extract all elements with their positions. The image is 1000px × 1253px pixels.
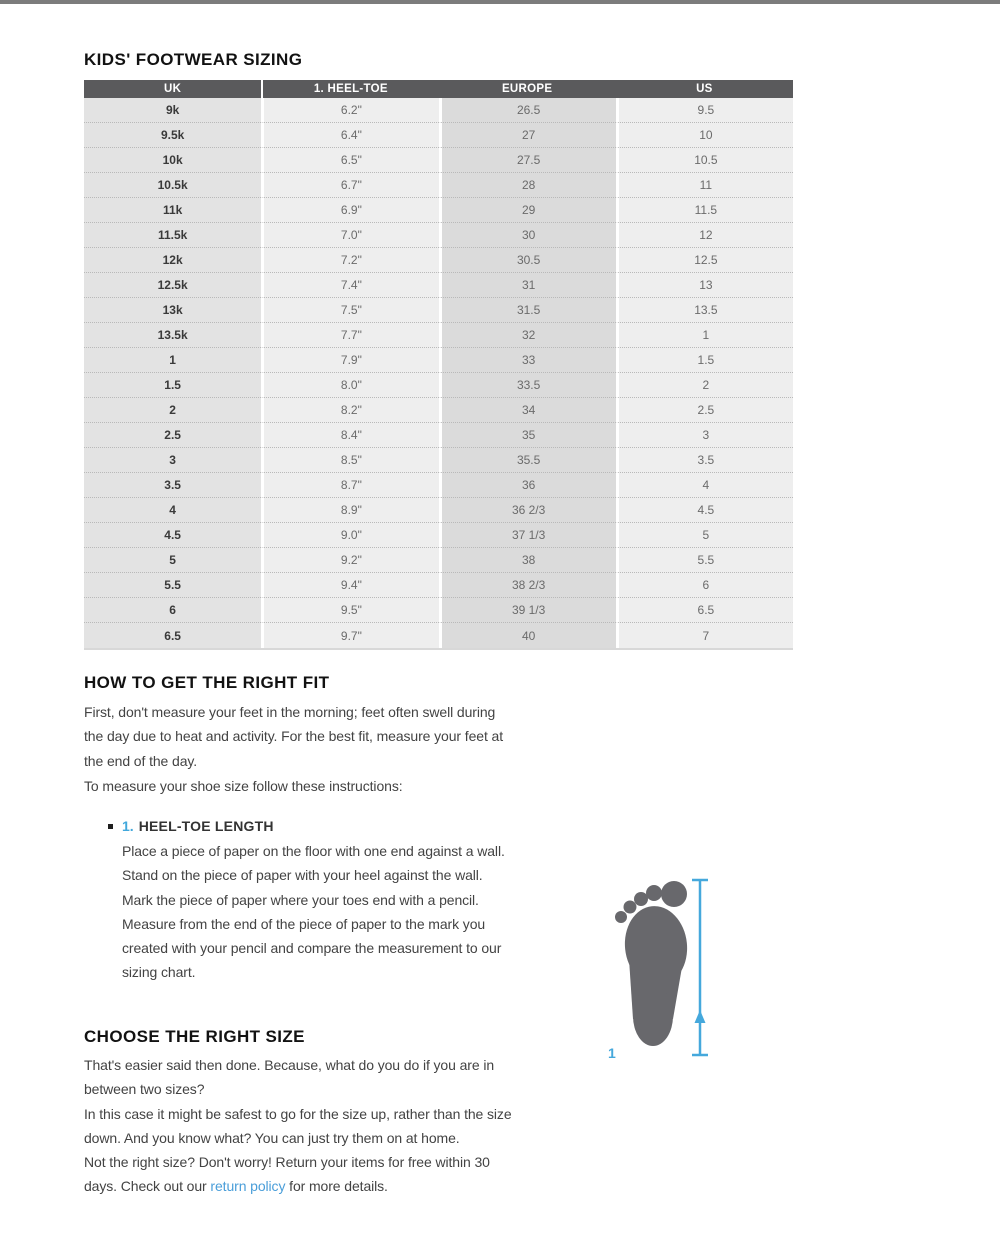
table-cell: 7.7" bbox=[261, 323, 438, 348]
table-cell: 8.5" bbox=[261, 448, 438, 473]
table-cell: 30 bbox=[439, 223, 616, 248]
text-line: the end of the day. bbox=[84, 752, 198, 769]
table-row bbox=[84, 623, 793, 648]
fit-intro-lines bbox=[84, 700, 503, 773]
column-header-uk: UK bbox=[84, 80, 261, 98]
table-cell: 1 bbox=[616, 323, 793, 348]
table-row bbox=[84, 148, 793, 173]
table-cell: 9k bbox=[84, 98, 261, 123]
table-cell: 9.5k bbox=[84, 123, 261, 148]
table-cell: 11.5 bbox=[616, 198, 793, 223]
table-cell: 36 bbox=[439, 473, 616, 498]
table-cell: 9.5 bbox=[616, 98, 793, 123]
table-cell: 7.4" bbox=[261, 273, 438, 298]
text-line: Stand on the piece of paper with your heel against the wall. bbox=[122, 867, 483, 884]
return-line-suffix: for more details. bbox=[285, 1178, 388, 1195]
table-cell: 36 2/3 bbox=[439, 498, 616, 523]
table-cell: 6 bbox=[616, 573, 793, 598]
text-line: In this case it might be safest to go for the size up, rather than the size bbox=[84, 1105, 512, 1122]
table-cell: 10.5 bbox=[616, 148, 793, 173]
table-cell: 13.5k bbox=[84, 323, 261, 348]
table-cell: 33.5 bbox=[439, 373, 616, 398]
table-cell: 10 bbox=[616, 123, 793, 148]
measurement-label-1: 1 bbox=[608, 1045, 616, 1061]
table-cell: 7.5" bbox=[261, 298, 438, 323]
table-cell: 4.5 bbox=[84, 523, 261, 548]
bullet-icon bbox=[108, 824, 113, 829]
table-cell: 33 bbox=[439, 348, 616, 373]
table-row bbox=[84, 448, 793, 473]
text-line: Place a piece of paper on the floor with one end against a wall. bbox=[122, 843, 505, 859]
table-cell: 27.5 bbox=[439, 148, 616, 173]
foot-measurement-illustration bbox=[600, 872, 710, 1062]
table-row bbox=[84, 473, 793, 498]
table-cell: 6.9" bbox=[261, 198, 438, 223]
table-cell: 7.0" bbox=[261, 223, 438, 248]
table-row bbox=[84, 198, 793, 223]
text-line: Mark the piece of paper where your toes end with a pencil. bbox=[122, 891, 479, 908]
table-row bbox=[84, 573, 793, 598]
table-cell: 9.7" bbox=[261, 623, 438, 648]
table-cell: 35 bbox=[439, 423, 616, 448]
table-row bbox=[84, 98, 793, 123]
table-row bbox=[84, 323, 793, 348]
table-cell: 5 bbox=[84, 548, 261, 573]
step-title: HEEL-TOE LENGTH bbox=[138, 818, 274, 834]
table-cell: 4 bbox=[616, 473, 793, 498]
table-row bbox=[84, 223, 793, 248]
table-cell: 11 bbox=[616, 173, 793, 198]
table-cell: 4 bbox=[84, 498, 261, 523]
table-cell: 30.5 bbox=[439, 248, 616, 273]
table-row bbox=[84, 173, 793, 198]
table-row bbox=[84, 298, 793, 323]
table-row bbox=[84, 348, 793, 373]
table-cell: 9.2" bbox=[261, 548, 438, 573]
text-line: Measure from the end of the piece of paper to the mark you bbox=[122, 915, 486, 932]
table-cell: 4.5 bbox=[616, 498, 793, 523]
table-cell: 6.2" bbox=[261, 98, 438, 123]
step-instructions bbox=[122, 839, 505, 985]
table-row bbox=[84, 373, 793, 398]
table-cell: 5 bbox=[616, 523, 793, 548]
table-cell: 1 bbox=[84, 348, 261, 373]
return-line-prefix: days. Check out our bbox=[84, 1178, 211, 1195]
table-cell: 8.4" bbox=[261, 423, 438, 448]
table-cell: 5.5 bbox=[616, 548, 793, 573]
size-table-header-row bbox=[84, 80, 793, 98]
table-cell: 3 bbox=[84, 448, 261, 473]
table-row bbox=[84, 598, 793, 623]
table-cell: 9.5" bbox=[261, 598, 438, 623]
table-cell: 9.0" bbox=[261, 523, 438, 548]
table-cell: 2 bbox=[616, 373, 793, 398]
table-cell: 13.5 bbox=[616, 298, 793, 323]
table-cell: 32 bbox=[439, 323, 616, 348]
table-cell: 1.5 bbox=[616, 348, 793, 373]
page-title: KIDS' FOOTWEAR SIZING bbox=[84, 50, 303, 69]
table-row bbox=[84, 498, 793, 523]
table-cell: 8.2" bbox=[261, 398, 438, 423]
table-cell: 2 bbox=[84, 398, 261, 423]
arrowhead-up-icon bbox=[695, 1010, 706, 1023]
fit-intro-paragraph bbox=[84, 700, 503, 798]
table-cell: 8.7" bbox=[261, 473, 438, 498]
text-line: down. And you know what? You can just try them on at home. bbox=[84, 1129, 460, 1146]
choose-paragraph bbox=[84, 1053, 512, 1199]
text-line: sizing chart. bbox=[122, 964, 196, 981]
table-cell: 31 bbox=[439, 273, 616, 298]
size-conversion-table bbox=[84, 80, 793, 650]
heel-toe-step bbox=[108, 818, 505, 985]
table-row bbox=[84, 548, 793, 573]
table-cell: 11.5k bbox=[84, 223, 261, 248]
column-header-heel-toe: 1. HEEL-TOE bbox=[261, 80, 438, 98]
choose-lines bbox=[84, 1053, 512, 1174]
table-cell: 2.5 bbox=[84, 423, 261, 448]
table-cell: 7 bbox=[616, 623, 793, 648]
text-line: First, don't measure your feet in the morning; feet often swell during bbox=[84, 704, 496, 720]
table-cell: 7.9" bbox=[261, 348, 438, 373]
table-cell: 1.5 bbox=[84, 373, 261, 398]
foot-diagram-icon bbox=[600, 872, 710, 1062]
instruction-line: To measure your shoe size follow these instructions: bbox=[84, 777, 403, 794]
table-cell: 31.5 bbox=[439, 298, 616, 323]
table-cell: 12k bbox=[84, 248, 261, 273]
table-cell: 12.5 bbox=[616, 248, 793, 273]
table-cell: 13k bbox=[84, 298, 261, 323]
table-cell: 8.9" bbox=[261, 498, 438, 523]
table-row bbox=[84, 248, 793, 273]
table-cell: 38 2/3 bbox=[439, 573, 616, 598]
table-cell: 6.7" bbox=[261, 173, 438, 198]
table-cell: 3.5 bbox=[616, 448, 793, 473]
table-cell: 6.5 bbox=[84, 623, 261, 648]
table-cell: 28 bbox=[439, 173, 616, 198]
table-cell: 6.4" bbox=[261, 123, 438, 148]
table-cell: 6.5" bbox=[261, 148, 438, 173]
table-cell: 29 bbox=[439, 198, 616, 223]
table-cell: 9.4" bbox=[261, 573, 438, 598]
table-cell: 40 bbox=[439, 623, 616, 648]
table-cell: 27 bbox=[439, 123, 616, 148]
table-row bbox=[84, 123, 793, 148]
return-policy-line bbox=[84, 1174, 512, 1198]
text-line: Not the right size? Don't worry! Return your items for free within 30 bbox=[84, 1154, 490, 1171]
top-divider-bar bbox=[0, 0, 1000, 4]
column-header-us: US bbox=[616, 80, 793, 98]
text-line: between two sizes? bbox=[84, 1081, 205, 1098]
table-cell: 2.5 bbox=[616, 398, 793, 423]
step-number: 1. bbox=[122, 818, 134, 834]
table-cell: 26.5 bbox=[439, 98, 616, 123]
text-line: That's easier said then done. Because, what do you do if you are in bbox=[84, 1057, 495, 1073]
table-row bbox=[84, 523, 793, 548]
table-cell: 6.5 bbox=[616, 598, 793, 623]
table-cell: 7.2" bbox=[261, 248, 438, 273]
table-cell: 3.5 bbox=[84, 473, 261, 498]
table-cell: 35.5 bbox=[439, 448, 616, 473]
table-cell: 11k bbox=[84, 198, 261, 223]
table-cell: 8.0" bbox=[261, 373, 438, 398]
size-table-body bbox=[84, 98, 793, 648]
table-cell: 12 bbox=[616, 223, 793, 248]
table-row bbox=[84, 273, 793, 298]
table-cell: 5.5 bbox=[84, 573, 261, 598]
table-cell: 10.5k bbox=[84, 173, 261, 198]
table-cell: 13 bbox=[616, 273, 793, 298]
column-header-europe: EUROPE bbox=[439, 80, 616, 98]
table-cell: 12.5k bbox=[84, 273, 261, 298]
table-cell: 38 bbox=[439, 548, 616, 573]
table-cell: 10k bbox=[84, 148, 261, 173]
table-cell: 34 bbox=[439, 398, 616, 423]
text-line: the day due to heat and activity. For the best fit, measure your feet at bbox=[84, 728, 504, 745]
text-line: created with your pencil and compare the measurement to our bbox=[122, 940, 502, 957]
measurement-arrow bbox=[692, 880, 708, 1055]
table-row bbox=[84, 398, 793, 423]
table-cell: 39 1/3 bbox=[439, 598, 616, 623]
foot-silhouette bbox=[615, 881, 691, 1046]
choose-section-heading: CHOOSE THE RIGHT SIZE bbox=[84, 1027, 305, 1046]
table-cell: 6 bbox=[84, 598, 261, 623]
step-title-row bbox=[108, 818, 505, 834]
return-policy-link[interactable]: return policy bbox=[210, 1178, 286, 1195]
table-cell: 37 1/3 bbox=[439, 523, 616, 548]
table-row bbox=[84, 423, 793, 448]
fit-section-heading: HOW TO GET THE RIGHT FIT bbox=[84, 673, 330, 692]
table-cell: 3 bbox=[616, 423, 793, 448]
